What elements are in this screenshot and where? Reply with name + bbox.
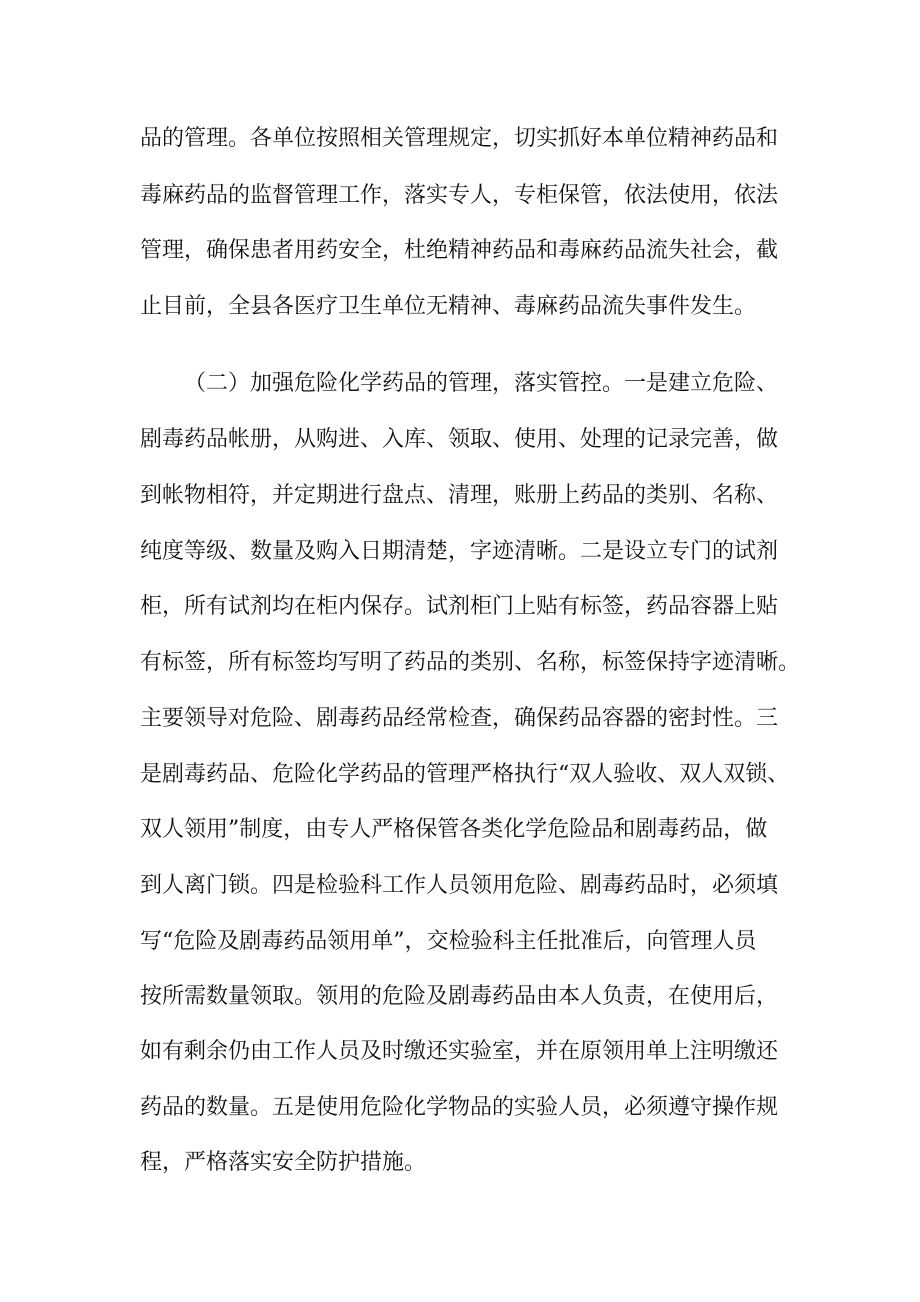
paragraph-1-line-4: 止目前，全县各医疗卫生单位无精神、毒麻药品流失事件发生。: [140, 294, 757, 319]
paragraph-2-line-9: 双人领用”制度，由专人严格保管各类化学危险品和剧毒药品，做: [140, 817, 768, 842]
paragraph-2-line-5: 柜，所有试剂均在柜内保存。试剂柜门上贴有标签，药品容器上贴: [140, 594, 779, 619]
paragraph-2-line-11: 写“危险及剧毒药品领用单”，交检验科主任批准后，向管理人员: [140, 929, 757, 954]
paragraph-2-line-6: 有标签，所有标签均写明了药品的类别、名称，标签保持字迹清晰。: [140, 650, 801, 675]
paragraph-2-line-8: 是剧毒药品、危险化学药品的管理严格执行“双人验收、双人双锁、: [140, 762, 790, 787]
paragraph-2-line-14: 药品的数量。五是使用危险化学物品的实验人员，必须遵守操作规: [140, 1095, 779, 1120]
paragraph-2-line-10: 到人离门锁。四是检验科工作人员领用危险、剧毒药品时，必须填: [140, 873, 779, 898]
paragraph-1-line-2: 毒麻药品的监督管理工作，落实专人，专柜保管，依法使用，依法: [140, 183, 779, 208]
paragraph-1-line-1: 品的管理。各单位按照相关管理规定，切实抓好本单位精神药品和: [140, 126, 779, 151]
paragraph-2-line-7: 主要领导对危险、剧毒药品经常检查，确保药品容器的密封性。三: [140, 706, 779, 731]
paragraph-2-line-1: （二）加强危险化学药品的管理，落实管控。一是建立危险、: [184, 371, 779, 396]
paragraph-2-line-12: 按所需数量领取。领用的危险及剧毒药品由本人负责，在使用后，: [140, 984, 779, 1009]
paragraph-2-line-13: 如有剩余仍由工作人员及时缴还实验室，并在原领用单上注明缴还: [140, 1039, 779, 1064]
paragraph-2-line-15: 程，严格落实安全防护措施。: [140, 1150, 427, 1175]
paragraph-2-line-2: 剧毒药品帐册，从购进、入库、领取、使用、处理的记录完善，做: [140, 427, 779, 452]
paragraph-2-line-4: 纯度等级、数量及购入日期清楚，字迹清晰。二是设立专门的试剂: [140, 539, 779, 564]
paragraph-2-line-3: 到帐物相符，并定期进行盘点、清理，账册上药品的类别、名称、: [140, 483, 779, 508]
paragraph-1-line-3: 管理，确保患者用药安全，杜绝精神药品和毒麻药品流失社会，截: [140, 238, 779, 263]
